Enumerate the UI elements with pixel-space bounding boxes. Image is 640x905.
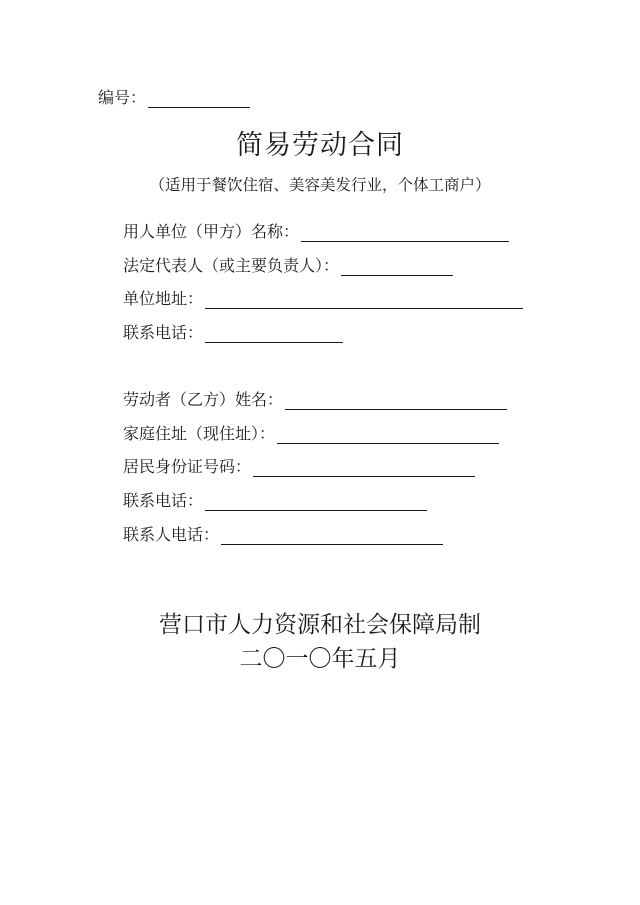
employee-residence-field[interactable] xyxy=(277,426,499,444)
document-subtitle: （适用于餐饮住宿、美容美发行业，个体工商户） xyxy=(149,176,491,194)
employee-id-field[interactable] xyxy=(253,459,475,477)
employee-name-label: 劳动者（乙方）姓名： xyxy=(123,390,284,409)
document-title: 简易劳动合同 xyxy=(236,130,404,161)
issuing-authority: 营口市人力资源和社会保障局制 xyxy=(159,612,481,638)
employer-address-label: 单位地址： xyxy=(123,289,204,308)
employee-contact-phone-label: 联系人电话： xyxy=(123,525,220,544)
employee-id-label: 居民身份证号码： xyxy=(123,457,252,476)
employee-residence-row xyxy=(123,424,499,444)
employee-contact-phone-field[interactable] xyxy=(221,527,443,545)
employee-phone-label: 联系电话： xyxy=(123,491,204,510)
employer-phone-label: 联系电话： xyxy=(123,323,204,342)
employee-residence-label: 家庭住址（现住址）： xyxy=(123,424,276,443)
employer-name-row xyxy=(123,222,509,242)
employer-representative-field[interactable] xyxy=(341,258,453,276)
contract-number-label: 编号： xyxy=(98,88,147,107)
employer-address-field[interactable] xyxy=(205,291,523,309)
employer-address-row xyxy=(123,289,523,309)
employer-representative-label: 法定代表人（或主要负责人）： xyxy=(123,256,340,275)
employer-name-field[interactable] xyxy=(301,224,509,242)
employee-phone-row xyxy=(123,491,427,511)
employee-name-row xyxy=(123,390,507,410)
contract-number-row xyxy=(98,88,250,108)
employer-phone-field[interactable] xyxy=(205,325,343,343)
employer-name-label: 用人单位（甲方）名称： xyxy=(123,222,300,241)
contract-number-field[interactable] xyxy=(148,90,250,108)
employee-id-row xyxy=(123,457,475,477)
employee-contact-phone-row xyxy=(123,525,443,545)
employee-name-field[interactable] xyxy=(285,392,507,410)
employee-phone-field[interactable] xyxy=(205,493,427,511)
issue-date: 二〇一〇年五月 xyxy=(239,646,401,672)
employer-phone-row xyxy=(123,323,343,343)
employer-representative-row xyxy=(123,256,453,276)
